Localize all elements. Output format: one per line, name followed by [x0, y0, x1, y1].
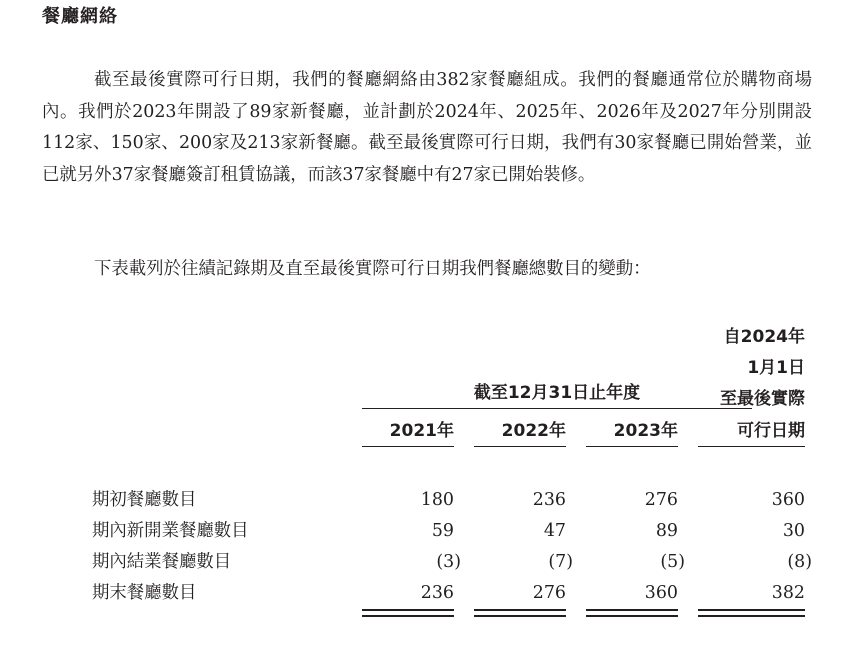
total-double-rule — [698, 609, 805, 617]
column-header-2022: 2022年 — [501, 421, 566, 441]
table-cell: (8) — [787, 552, 812, 572]
total-double-rule — [362, 609, 454, 617]
table-cell: 180 — [420, 490, 454, 510]
table-cell: (5) — [660, 552, 685, 572]
intro-paragraph: 截至最後實際可行日期，我們的餐廳網絡由382家餐廳組成。我們的餐廳通常位於購物商場內。我們於2023年開設了89家新餐廳，並計劃於2024年、2025年、2026年及2027年分別開設112家、150家、200家及213家新餐廳。截至最後實際可行日期，我們有30家餐廳已開始營業，並已就另外37家餐廳簽訂租賃協議，而該37家餐廳中有27家已開始裝修。 — [42, 70, 812, 185]
table-cell: (7) — [548, 552, 573, 572]
table-cell: 47 — [543, 521, 566, 541]
last-column-header-line: 可行日期 — [737, 420, 805, 441]
table-cell: 236 — [420, 583, 454, 603]
column-rule — [474, 446, 566, 447]
total-double-rule — [586, 609, 678, 617]
year-group-header: 截至12月31日止年度 — [473, 383, 641, 403]
last-column-header-line: 自2024年 — [723, 327, 805, 347]
column-rule — [698, 446, 805, 447]
total-double-rule — [474, 609, 566, 617]
row-label-opening: 期初餐廳數目 — [92, 490, 197, 510]
table-cell: 276 — [644, 490, 678, 510]
column-rule — [362, 446, 454, 447]
row-label-closures: 期內結業餐廳數目 — [92, 552, 232, 572]
table-cell: 59 — [431, 521, 454, 541]
table-cell: 360 — [771, 490, 805, 510]
table-cell: 276 — [532, 583, 566, 603]
section-title: 餐廳網絡 — [42, 6, 118, 27]
group-header-rule — [362, 408, 752, 409]
last-column-header-line: 至最後實際 — [720, 389, 805, 410]
column-rule — [586, 446, 678, 447]
table-intro-paragraph: 下表載列於往績記錄期及直至最後實際可行日期我們餐廳總數目的變動： — [94, 259, 651, 279]
table-cell: 236 — [532, 490, 566, 510]
column-header-2021: 2021年 — [389, 421, 454, 441]
table-cell: 89 — [655, 521, 678, 541]
table-cell: 360 — [644, 583, 678, 603]
row-label-closing: 期末餐廳數目 — [92, 583, 197, 603]
table-cell: 382 — [771, 583, 805, 603]
table-cell: 30 — [782, 521, 805, 541]
column-header-2023: 2023年 — [613, 421, 678, 441]
table-cell: (3) — [436, 552, 461, 572]
last-column-header-line: 1月1日 — [747, 358, 805, 379]
row-label-new-openings: 期內新開業餐廳數目 — [92, 521, 249, 541]
